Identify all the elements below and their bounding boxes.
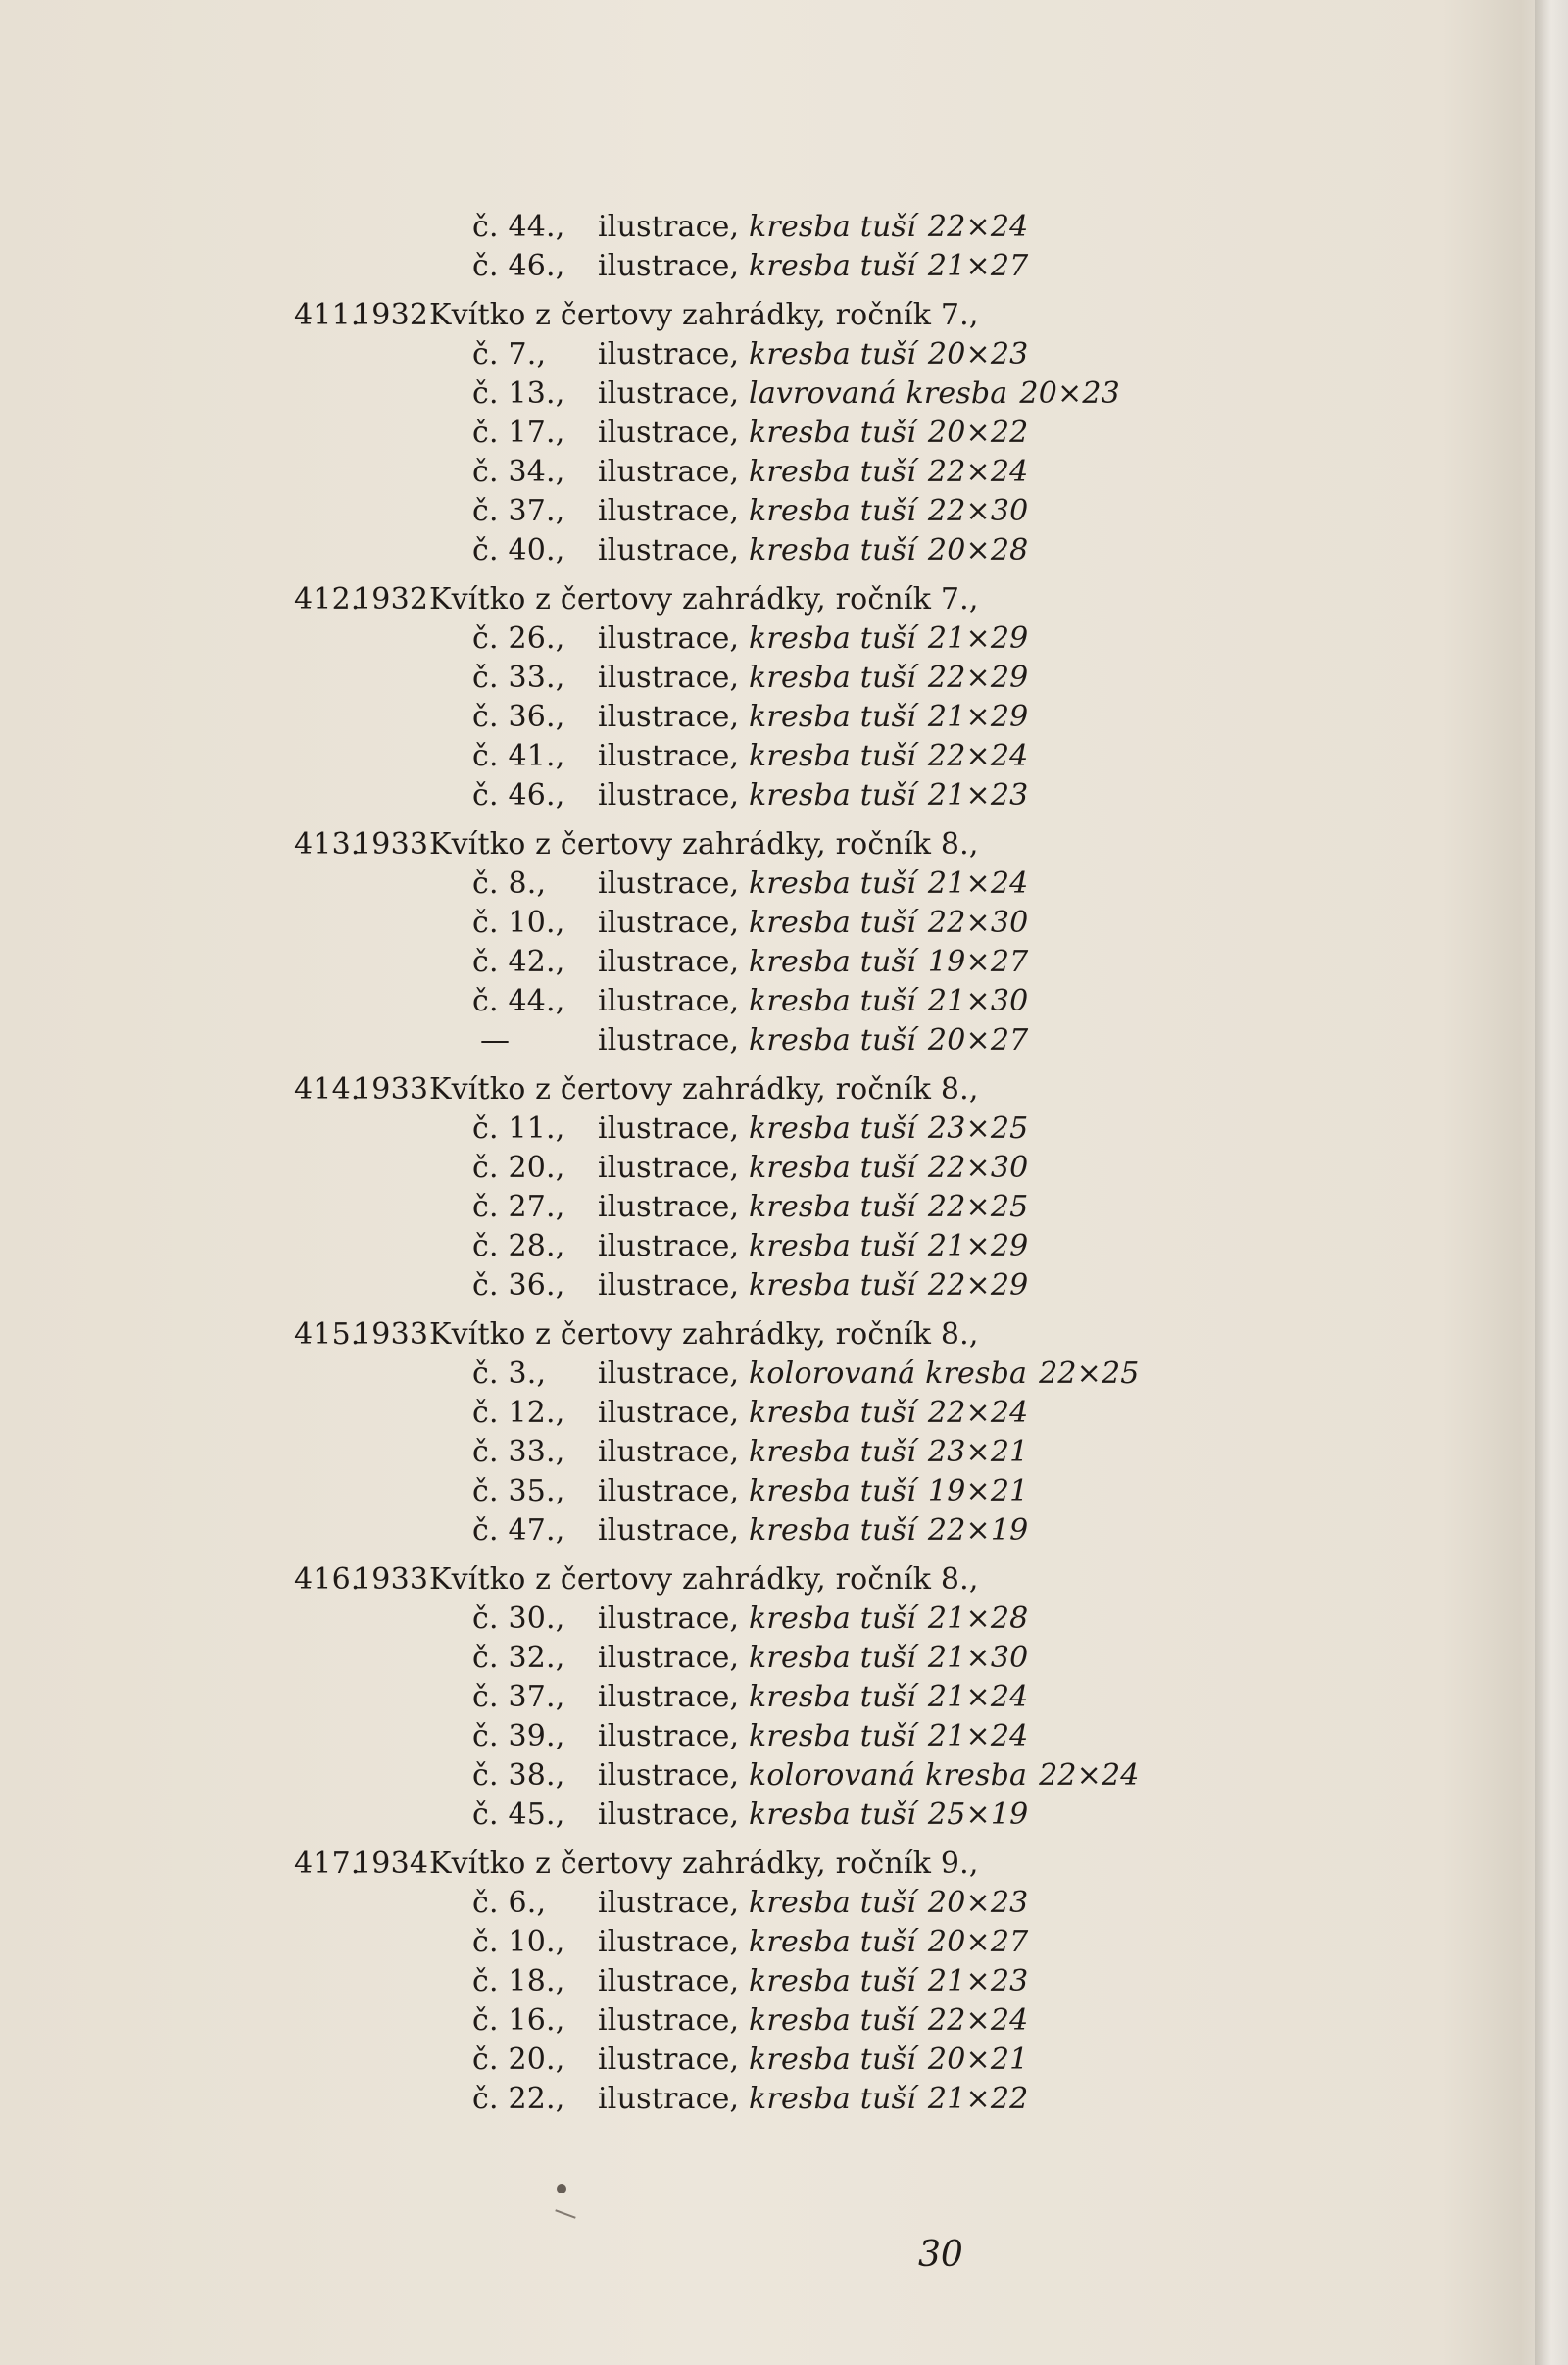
item-kind: ilustrace,	[598, 1474, 740, 1508]
entry-item	[294, 2080, 1431, 2119]
entry-item	[294, 374, 1431, 414]
item-issue: č. 28.,	[472, 1229, 565, 1263]
item-medium: kresba tuší	[749, 1474, 916, 1508]
item-size: 22×29	[927, 1268, 1029, 1303]
item-description	[598, 1355, 1140, 1394]
item-issue: č. 41.,	[472, 739, 565, 773]
item-size: 22×25	[1039, 1356, 1140, 1391]
item-issue: č. 20.,	[472, 2043, 565, 2077]
item-medium: kresba tuší	[749, 1023, 916, 1058]
item-issue: č. 38.,	[472, 1758, 565, 1793]
item-size: 19×21	[927, 1474, 1029, 1508]
item-issue: č. 39.,	[472, 1719, 565, 1753]
item-size: 21×29	[927, 1229, 1029, 1263]
entry-heading	[294, 296, 1431, 335]
entry-item	[294, 1717, 1431, 1756]
entry-heading	[294, 1315, 1431, 1355]
item-kind: ilustrace,	[598, 455, 740, 489]
entry-heading	[294, 825, 1431, 864]
item-description	[598, 1149, 1028, 1188]
item-medium: kresba tuší	[749, 1396, 916, 1430]
item-size: 20×23	[927, 337, 1029, 371]
item-size: 21×29	[927, 700, 1029, 734]
item-size: 22×24	[927, 1396, 1029, 1430]
item-kind: ilustrace,	[598, 2082, 740, 2116]
entry-item	[294, 1394, 1431, 1433]
item-kind: ilustrace,	[598, 533, 740, 567]
entry-item	[294, 1472, 1431, 1511]
item-kind: ilustrace,	[598, 416, 740, 450]
item-medium: kresba tuší	[749, 494, 916, 528]
entry-item	[294, 1021, 1431, 1060]
entry-item	[294, 1600, 1431, 1639]
item-size: 22×24	[927, 455, 1029, 489]
item-kind: ilustrace,	[598, 1925, 740, 1959]
item-issue: č. 32.,	[472, 1641, 565, 1675]
item-issue: č. 40.,	[472, 533, 565, 567]
item-size: 22×24	[927, 2003, 1029, 2038]
item-size: 22×30	[927, 906, 1029, 940]
item-description	[598, 1717, 1028, 1756]
item-description	[598, 776, 1028, 815]
item-kind: ilustrace,	[598, 1435, 740, 1469]
item-description	[598, 2080, 1028, 2119]
entry-item	[294, 776, 1431, 815]
entry-item	[294, 1109, 1431, 1149]
item-kind: ilustrace,	[598, 984, 740, 1018]
item-description	[598, 1227, 1028, 1266]
item-kind: ilustrace,	[598, 1719, 740, 1753]
item-issue: č. 34.,	[472, 455, 565, 489]
entry-item	[294, 904, 1431, 943]
item-description	[598, 737, 1028, 776]
item-issue: č. 16.,	[472, 2003, 565, 2038]
ink-mark	[555, 2209, 575, 2218]
item-issue: č. 46.,	[472, 778, 565, 813]
item-description	[598, 982, 1028, 1021]
entry-title: Kvítko z čertovy zahrádky, ročník 9.,	[429, 1847, 979, 1881]
item-description	[598, 492, 1028, 531]
item-kind: ilustrace,	[598, 210, 740, 244]
item-size: 23×21	[927, 1435, 1029, 1469]
item-description	[598, 1021, 1028, 1060]
item-medium: kresba tuší	[749, 455, 916, 489]
item-size: 22×29	[927, 661, 1029, 695]
item-kind: ilustrace,	[598, 1190, 740, 1224]
item-description	[598, 1394, 1028, 1433]
entry-item	[294, 453, 1431, 492]
entry-item	[294, 2041, 1431, 2080]
entry-item	[294, 943, 1431, 982]
item-kind: ilustrace,	[598, 376, 740, 411]
item-kind: ilustrace,	[598, 1229, 740, 1263]
item-issue: č. 7.,	[472, 337, 547, 371]
item-size: 22×25	[927, 1190, 1029, 1224]
item-description	[598, 659, 1028, 698]
entry-year: 1934	[353, 1847, 429, 1881]
entry-number: 414.	[294, 1072, 361, 1107]
entry-item	[294, 492, 1431, 531]
item-description	[598, 414, 1028, 453]
entry-number: 415.	[294, 1317, 361, 1352]
entry-title: Kvítko z čertovy zahrádky, ročník 8.,	[429, 1317, 979, 1352]
item-description	[598, 904, 1028, 943]
item-size: 20×27	[927, 1925, 1029, 1959]
item-medium: kresba tuší	[749, 210, 916, 244]
item-medium: kresba tuší	[749, 739, 916, 773]
entry-heading	[294, 1070, 1431, 1109]
item-kind: ilustrace,	[598, 1111, 740, 1146]
item-kind: ilustrace,	[598, 866, 740, 901]
entry-item	[294, 1796, 1431, 1835]
item-size: 20×23	[1019, 376, 1120, 411]
item-description	[598, 374, 1120, 414]
item-description	[598, 247, 1028, 286]
item-issue: č. 27.,	[472, 1190, 565, 1224]
entry-year: 1932	[353, 298, 429, 332]
item-medium: kresba tuší	[749, 1151, 916, 1185]
item-size: 21×22	[927, 2082, 1029, 2116]
entry-item	[294, 1266, 1431, 1306]
entry-item	[294, 247, 1431, 286]
item-medium: kresba tuší	[749, 2043, 916, 2077]
item-issue: č. 47.,	[472, 1513, 565, 1548]
entry-item	[294, 737, 1431, 776]
entry-item	[294, 1188, 1431, 1227]
entry-item	[294, 2001, 1431, 2041]
item-size: 19×27	[927, 945, 1029, 979]
item-kind: ilustrace,	[598, 739, 740, 773]
item-issue: č. 33.,	[472, 661, 565, 695]
item-size: 22×24	[1039, 1758, 1140, 1793]
item-medium: kresba tuší	[749, 984, 916, 1018]
item-description	[598, 1472, 1028, 1511]
entry-item	[294, 1227, 1431, 1266]
entry-year: 1933	[353, 1317, 429, 1352]
item-description	[598, 1433, 1028, 1472]
entry-heading	[294, 1845, 1431, 1884]
entry-item	[294, 1962, 1431, 2001]
item-kind: ilustrace,	[598, 1513, 740, 1548]
item-size: 21×30	[927, 984, 1029, 1018]
item-issue: č. 36.,	[472, 1268, 565, 1303]
item-kind: ilustrace,	[598, 700, 740, 734]
item-medium: kresba tuší	[749, 945, 916, 979]
item-issue: č. 17.,	[472, 416, 565, 450]
entry-item	[294, 208, 1431, 247]
item-medium: kresba tuší	[749, 1435, 916, 1469]
page-number: 30	[918, 2235, 963, 2275]
item-kind: ilustrace,	[598, 1641, 740, 1675]
item-size: 21×23	[927, 1964, 1029, 1998]
item-kind: ilustrace,	[598, 494, 740, 528]
page-edge-shadow	[1535, 0, 1568, 2365]
entry-title: Kvítko z čertovy zahrádky, ročník 8.,	[429, 827, 979, 862]
item-size: 20×23	[927, 1886, 1029, 1920]
item-medium: kresba tuší	[749, 778, 916, 813]
item-kind: ilustrace,	[598, 1268, 740, 1303]
item-medium: kresba tuší	[749, 1601, 916, 1636]
entry-list	[294, 208, 1431, 2119]
item-description	[598, 335, 1028, 374]
item-description	[598, 943, 1028, 982]
item-medium: kolorovaná kresba	[749, 1758, 1028, 1793]
item-size: 23×25	[927, 1111, 1029, 1146]
item-kind: ilustrace,	[598, 1680, 740, 1714]
item-issue: č. 22.,	[472, 2082, 565, 2116]
entry-number: 411.	[294, 298, 361, 332]
item-size: 21×30	[927, 1641, 1029, 1675]
item-description	[598, 1923, 1028, 1962]
item-issue: č. 10.,	[472, 1925, 565, 1959]
item-description	[598, 1962, 1028, 2001]
item-kind: ilustrace,	[598, 1151, 740, 1185]
item-issue: č. 11.,	[472, 1111, 565, 1146]
item-medium: kresba tuší	[749, 416, 916, 450]
item-description	[598, 453, 1028, 492]
item-size: 21×29	[927, 621, 1029, 656]
item-size: 22×30	[927, 494, 1029, 528]
item-description	[598, 2001, 1028, 2041]
item-kind: ilustrace,	[598, 1798, 740, 1832]
entry-item	[294, 1149, 1431, 1188]
item-medium: kresba tuší	[749, 661, 916, 695]
entry-item	[294, 1639, 1431, 1678]
item-kind: ilustrace,	[598, 621, 740, 656]
item-issue: č. 37.,	[472, 494, 565, 528]
item-medium: kresba tuší	[749, 249, 916, 283]
item-issue: č. 18.,	[472, 1964, 565, 1998]
item-size: 21×24	[927, 866, 1029, 901]
entry-item	[294, 619, 1431, 659]
item-medium: kresba tuší	[749, 621, 916, 656]
item-description	[598, 1266, 1028, 1306]
item-description	[598, 208, 1028, 247]
item-issue: —	[480, 1023, 511, 1058]
item-medium: kresba tuší	[749, 1798, 916, 1832]
item-medium: kresba tuší	[749, 1886, 916, 1920]
item-medium: kresba tuší	[749, 1229, 916, 1263]
item-size: 20×22	[927, 416, 1029, 450]
entry-item	[294, 414, 1431, 453]
item-issue: č. 26.,	[472, 621, 565, 656]
entry-year: 1933	[353, 827, 429, 862]
item-size: 22×30	[927, 1151, 1029, 1185]
item-medium: kresba tuší	[749, 2082, 916, 2116]
entry-title: Kvítko z čertovy zahrádky, ročník 7.,	[429, 582, 979, 616]
item-size: 21×28	[927, 1601, 1029, 1636]
item-issue: č. 37.,	[472, 1680, 565, 1714]
item-issue: č. 13.,	[472, 376, 565, 411]
entry-title: Kvítko z čertovy zahrádky, ročník 8.,	[429, 1072, 979, 1107]
item-description	[598, 1511, 1028, 1551]
entry-item	[294, 1884, 1431, 1923]
ink-speck	[557, 2184, 566, 2193]
entry-item	[294, 698, 1431, 737]
entry-number: 412.	[294, 582, 361, 616]
item-description	[598, 698, 1028, 737]
item-issue: č. 3.,	[472, 1356, 547, 1391]
item-issue: č. 6.,	[472, 1886, 547, 1920]
item-kind: ilustrace,	[598, 661, 740, 695]
item-issue: č. 10.,	[472, 906, 565, 940]
item-kind: ilustrace,	[598, 2043, 740, 2077]
item-issue: č. 30.,	[472, 1601, 565, 1636]
item-size: 21×27	[927, 249, 1029, 283]
item-description	[598, 1678, 1028, 1717]
entry-title: Kvítko z čertovy zahrádky, ročník 7.,	[429, 298, 979, 332]
item-size: 22×19	[927, 1513, 1029, 1548]
item-medium: kresba tuší	[749, 1268, 916, 1303]
entry-number: 417.	[294, 1847, 361, 1881]
item-size: 25×19	[927, 1798, 1029, 1832]
item-kind: ilustrace,	[598, 1964, 740, 1998]
item-description	[598, 1109, 1028, 1149]
item-kind: ilustrace,	[598, 1758, 740, 1793]
item-medium: kresba tuší	[749, 337, 916, 371]
item-issue: č. 42.,	[472, 945, 565, 979]
item-medium: kresba tuší	[749, 1719, 916, 1753]
entry-item	[294, 1511, 1431, 1551]
entry-item	[294, 335, 1431, 374]
item-kind: ilustrace,	[598, 945, 740, 979]
item-description	[598, 619, 1028, 659]
item-medium: kresba tuší	[749, 1680, 916, 1714]
item-issue: č. 20.,	[472, 1151, 565, 1185]
item-medium: kresba tuší	[749, 866, 916, 901]
item-size: 22×24	[927, 739, 1029, 773]
item-size: 20×27	[927, 1023, 1029, 1058]
item-size: 21×23	[927, 778, 1029, 813]
item-kind: ilustrace,	[598, 2003, 740, 2038]
item-issue: č. 12.,	[472, 1396, 565, 1430]
item-size: 21×24	[927, 1680, 1029, 1714]
item-size: 22×24	[927, 210, 1029, 244]
item-medium: kresba tuší	[749, 906, 916, 940]
entry-item	[294, 864, 1431, 904]
item-medium: kresba tuší	[749, 533, 916, 567]
item-description	[598, 1884, 1028, 1923]
item-kind: ilustrace,	[598, 249, 740, 283]
item-medium: kresba tuší	[749, 1111, 916, 1146]
item-kind: ilustrace,	[598, 778, 740, 813]
entry-item	[294, 1678, 1431, 1717]
entry-item	[294, 531, 1431, 570]
entry-number: 416.	[294, 1562, 361, 1597]
item-size: 20×21	[927, 2043, 1029, 2077]
entry-number: 413.	[294, 827, 361, 862]
entry-title: Kvítko z čertovy zahrádky, ročník 8.,	[429, 1562, 979, 1597]
item-description	[598, 1756, 1140, 1796]
item-kind: ilustrace,	[598, 906, 740, 940]
item-description	[598, 1600, 1028, 1639]
item-medium: kresba tuší	[749, 1513, 916, 1548]
item-medium: kresba tuší	[749, 1641, 916, 1675]
entry-item	[294, 1923, 1431, 1962]
item-kind: ilustrace,	[598, 1601, 740, 1636]
entry-item	[294, 1433, 1431, 1472]
item-size: 21×24	[927, 1719, 1029, 1753]
item-description	[598, 531, 1028, 570]
item-kind: ilustrace,	[598, 1886, 740, 1920]
item-medium: kresba tuší	[749, 1190, 916, 1224]
item-medium: kresba tuší	[749, 2003, 916, 2038]
item-medium: kresba tuší	[749, 700, 916, 734]
item-issue: č. 8.,	[472, 866, 547, 901]
item-kind: ilustrace,	[598, 1356, 740, 1391]
item-description	[598, 864, 1028, 904]
item-issue: č. 35.,	[472, 1474, 565, 1508]
entry-heading	[294, 1560, 1431, 1600]
item-kind: ilustrace,	[598, 1023, 740, 1058]
entry-year: 1932	[353, 582, 429, 616]
item-medium: kresba tuší	[749, 1925, 916, 1959]
item-description	[598, 1188, 1028, 1227]
item-issue: č. 36.,	[472, 700, 565, 734]
entry-year: 1933	[353, 1072, 429, 1107]
entry-item	[294, 982, 1431, 1021]
item-medium: kresba tuší	[749, 1964, 916, 1998]
item-description	[598, 1796, 1028, 1835]
item-issue: č. 44.,	[472, 210, 565, 244]
entry-heading	[294, 580, 1431, 619]
item-medium: kolorovaná kresba	[749, 1356, 1028, 1391]
item-medium: lavrovaná kresba	[749, 376, 1008, 411]
entry-item	[294, 659, 1431, 698]
item-issue: č. 44.,	[472, 984, 565, 1018]
entry-item	[294, 1756, 1431, 1796]
item-issue: č. 45.,	[472, 1798, 565, 1832]
item-description	[598, 2041, 1028, 2080]
item-kind: ilustrace,	[598, 1396, 740, 1430]
item-issue: č. 33.,	[472, 1435, 565, 1469]
item-description	[598, 1639, 1028, 1678]
item-kind: ilustrace,	[598, 337, 740, 371]
item-size: 20×28	[927, 533, 1029, 567]
entry-item	[294, 1355, 1431, 1394]
entry-year: 1933	[353, 1562, 429, 1597]
item-issue: č. 46.,	[472, 249, 565, 283]
